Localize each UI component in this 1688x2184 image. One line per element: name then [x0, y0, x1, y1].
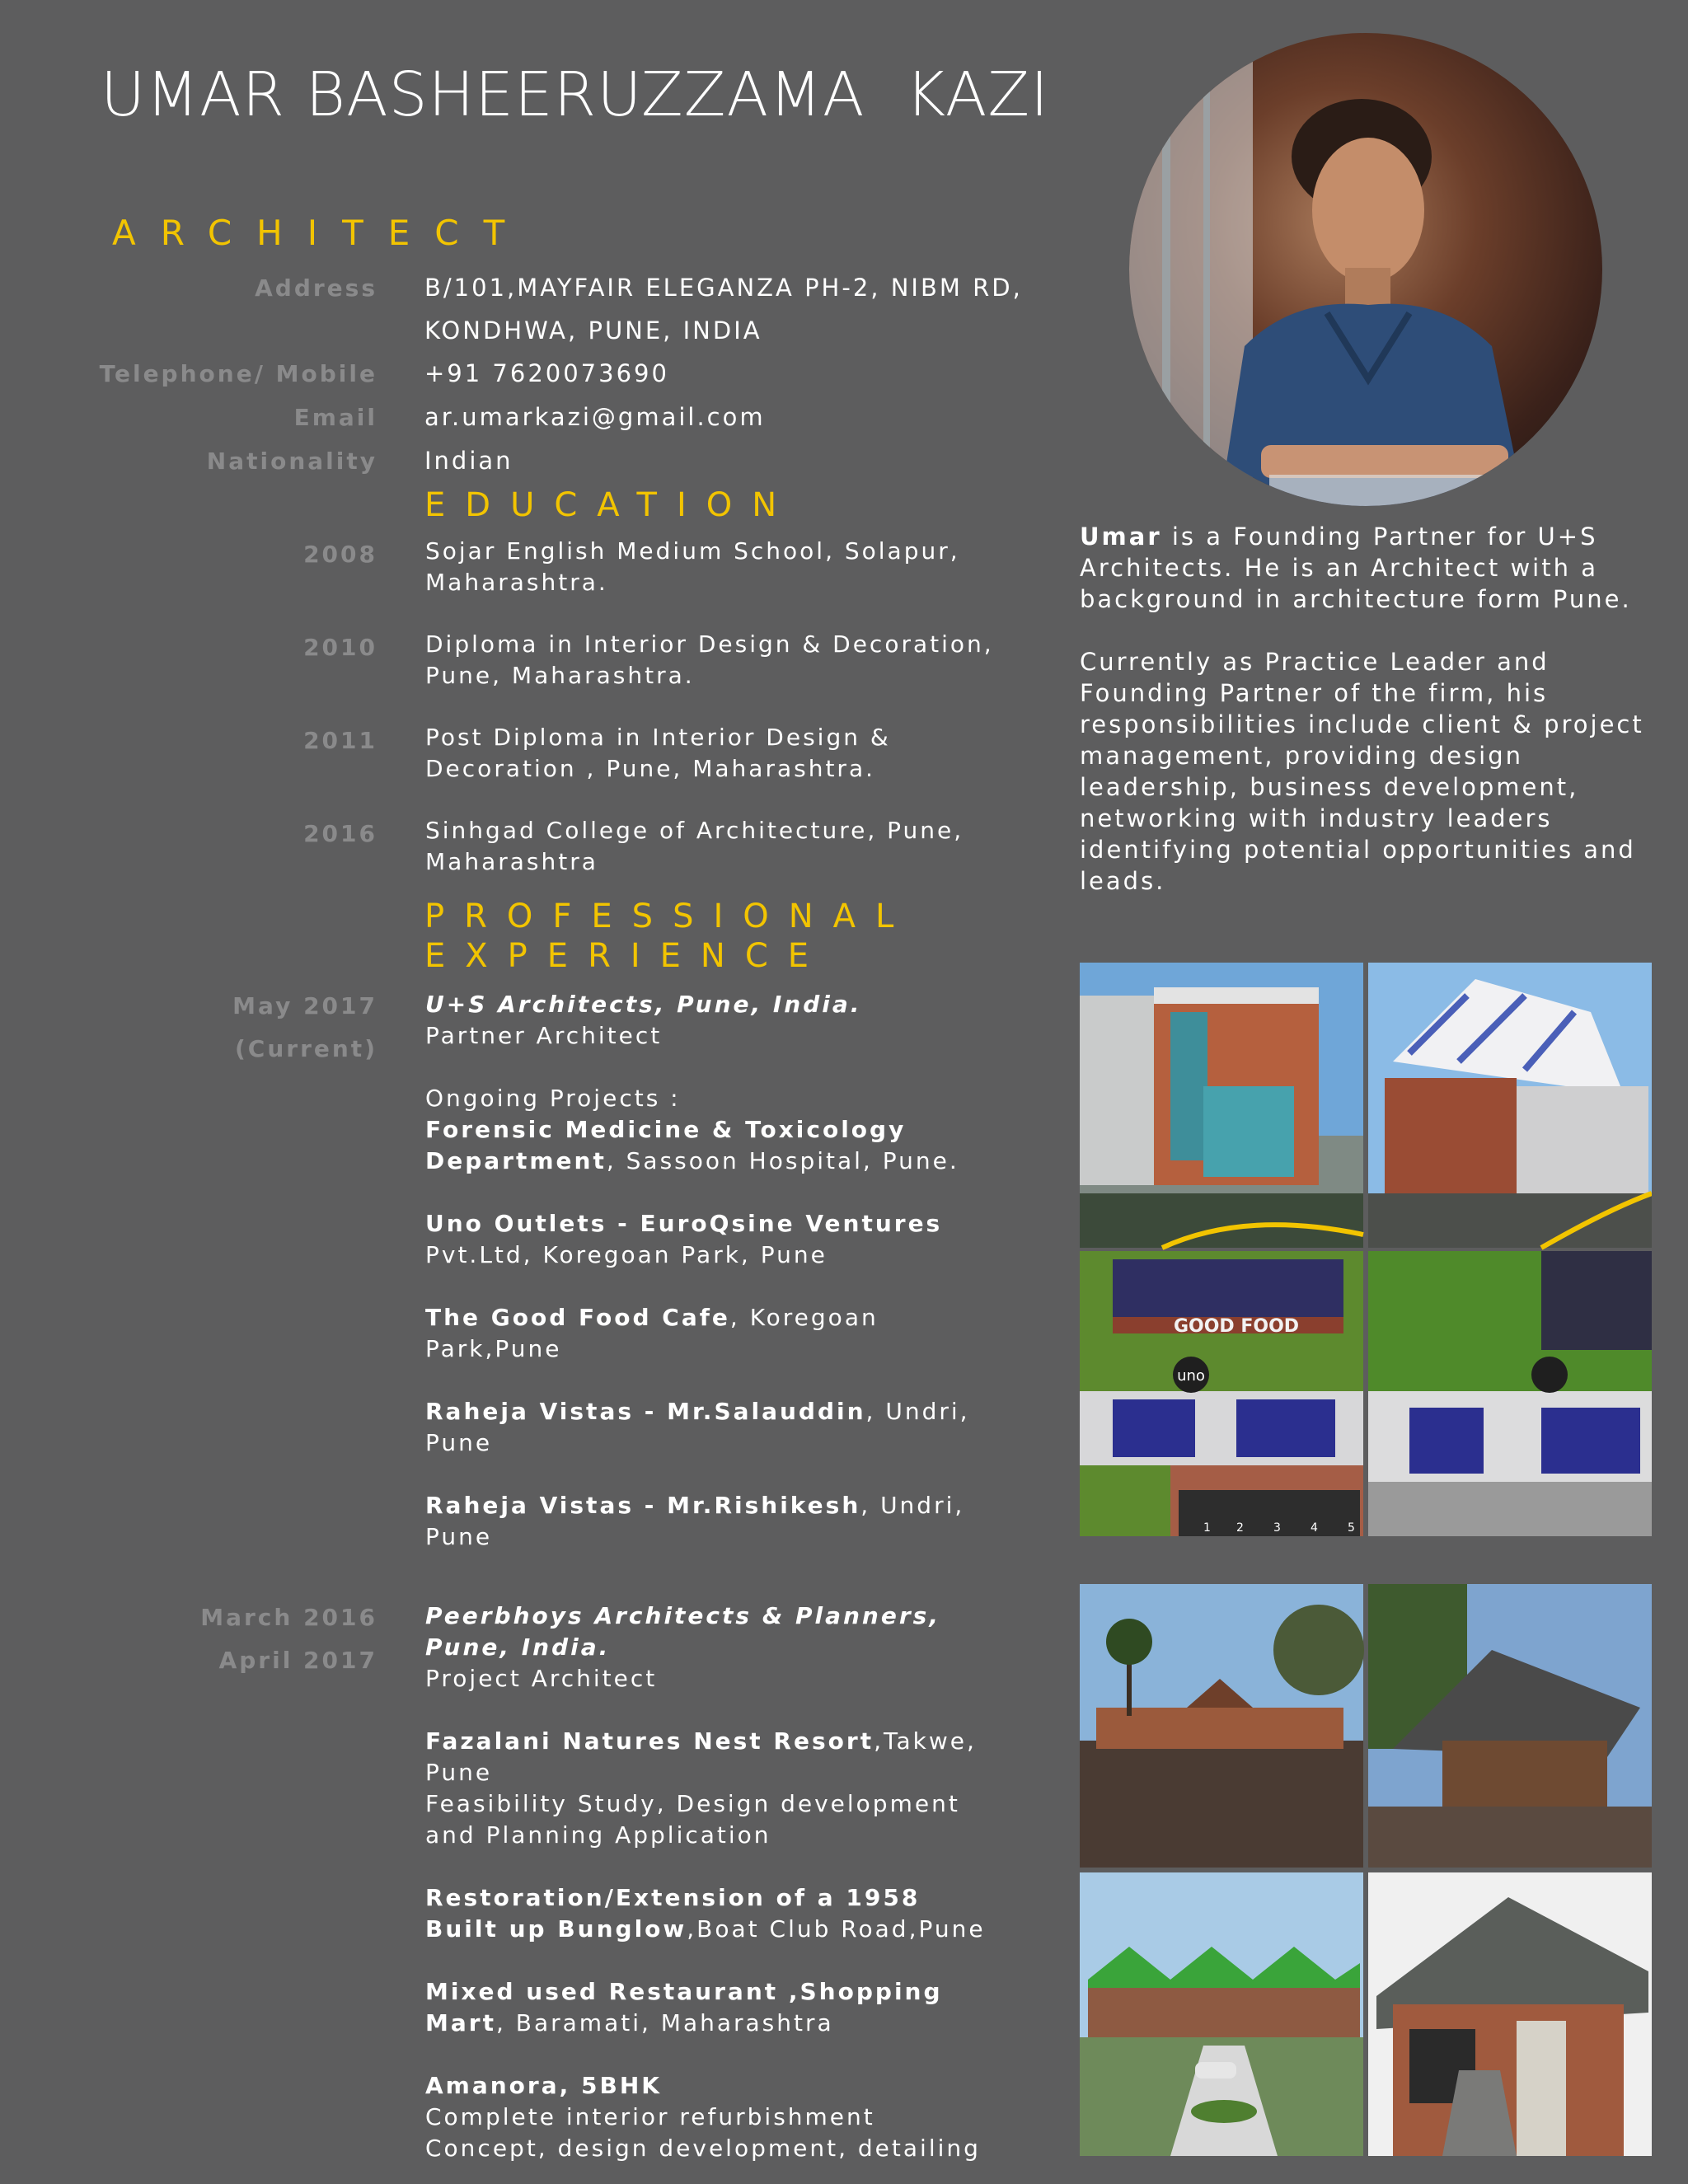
phone-value: +91 7620073690 [424, 359, 669, 387]
bio-name: Umar [1080, 523, 1162, 551]
project-gallery-1 [1080, 963, 1652, 1536]
bio-intro: is a Founding Partner for U+S Architects. He is an Architect with a background in architecture form Pune. [1080, 523, 1632, 613]
education-heading: EDUCATION [424, 486, 797, 524]
job1-end-date: (Current) [234, 1035, 377, 1062]
education-year: 2011 [303, 727, 377, 754]
experience-heading-line1: PROFESSIONAL [424, 898, 914, 935]
project-location: , Koregoan Park,Pune [425, 1304, 879, 1362]
bungalow-restoration-image [1368, 1872, 1652, 2156]
project-name: Restoration/Extension of a 1958 Built up Bunglow [425, 1884, 921, 1943]
parking-number: 3 [1273, 1521, 1281, 1535]
experience-heading-line2: EXPERIENCE [424, 937, 829, 975]
project-name: Mixed used Restaurant ,Shopping Mart [425, 1978, 943, 2036]
forensic-building-image [1080, 963, 1363, 1248]
job2-start-date: March 2016 [200, 1604, 377, 1631]
nationality-label: Nationality [206, 448, 377, 475]
resort-entrance-image [1080, 1584, 1364, 1868]
project-description: Complete interior refurbishment [425, 2103, 875, 2130]
bio-responsibilities: Currently as Practice Leader and Founding Partner of the firm, his responsibilities include client & project management, providing design leadership, business development, networking with industry leaders identifying potential opportunities and leads. [1080, 648, 1644, 895]
job2-details [425, 1601, 1002, 2164]
uno-logo: uno [1177, 1367, 1205, 1385]
uno-outlet-image [1368, 1251, 1652, 1536]
project-location: ,Takwe, Pune [425, 1727, 977, 1786]
address-label: Address [255, 274, 377, 302]
parking-number: 4 [1311, 1521, 1318, 1535]
cafe-sign: GOOD FOOD [1173, 1316, 1300, 1337]
project-name: Forensic Medicine & Toxicology Department [425, 1116, 907, 1174]
experience-heading [424, 897, 913, 976]
education-year: 2010 [303, 634, 377, 661]
project-name: Amanora, 5BHK [425, 2072, 662, 2099]
job1-position: Partner Architect [425, 1022, 663, 1049]
education-year: 2008 [303, 541, 377, 568]
parking-number: 2 [1236, 1521, 1244, 1535]
bio-section [1080, 521, 1648, 928]
address-line-1: B/101,MAYFAIR ELEGANZA PH-2, NIBM RD, [424, 274, 1023, 302]
project-name: Fazalani Natures Nest Resort [425, 1727, 874, 1755]
resort-cottage-image [1368, 1584, 1652, 1868]
education-entry: Sinhgad College of Architecture, Pune, Maharashtra [425, 817, 964, 875]
project-name: Raheja Vistas - Mr.Rishikesh [425, 1492, 861, 1519]
project-location: , Baramati, Maharashtra [495, 2009, 834, 2036]
job1-ongoing-label: Ongoing Projects : [425, 1085, 681, 1112]
job2-company: Peerbhoys Architects & Planners, Pune, India. [425, 1602, 940, 1661]
project-location: , Sassoon Hospital, Pune. [606, 1147, 959, 1174]
project-location: , Undri, Pune [425, 1492, 965, 1550]
nationality-value: Indian [424, 447, 513, 475]
project-description: Concept, design development, detailing [425, 2135, 981, 2162]
portrait-illustration [1129, 33, 1602, 506]
job1-details [425, 989, 1002, 1553]
good-food-cafe-image [1080, 1251, 1363, 1536]
project-name: Uno Outlets - EuroQsine Ventures [425, 1210, 943, 1237]
project-description: Feasibility Study, Design development and Planning Application [425, 1790, 960, 1849]
job-title: ARCHITECT [112, 213, 530, 253]
project-location: Pvt.Ltd, Koregoan Park, Pune [425, 1241, 828, 1268]
project-name: The Good Food Cafe [425, 1304, 730, 1331]
project-gallery-2 [1080, 1584, 1652, 2156]
project-location: ,Boat Club Road,Pune [687, 1915, 986, 1943]
project-name: Raheja Vistas - Mr.Salauddin [425, 1398, 866, 1425]
job1-start-date: May 2017 [232, 992, 377, 1019]
profile-photo [1129, 33, 1602, 506]
job1-company: U+S Architects, Pune, India. [425, 991, 862, 1018]
job2-position: Project Architect [425, 1665, 658, 1692]
candidate-name: UMAR BASHEERUZZAMA KAZI [101, 59, 1049, 130]
education-year: 2016 [303, 820, 377, 847]
phone-label: Telephone/ Mobile [99, 360, 377, 387]
education-entry: Post Diploma in Interior Design & Decoration , Pune, Maharashtra. [425, 724, 891, 782]
address-line-2: KONDHWA, PUNE, INDIA [424, 316, 762, 344]
forensic-building-angle-image [1368, 963, 1652, 1248]
restaurant-mart-image [1080, 1872, 1363, 2156]
parking-number: 5 [1348, 1521, 1355, 1535]
project-location: , Undri, Pune [425, 1398, 970, 1456]
education-entry: Diploma in Interior Design & Decoration, Pune, Maharashtra. [425, 630, 994, 689]
email-value: ar.umarkazi@gmail.com [424, 403, 766, 431]
parking-number: 1 [1203, 1521, 1211, 1535]
job2-end-date: April 2017 [218, 1647, 377, 1674]
email-label: Email [293, 404, 377, 431]
education-entry: Sojar English Medium School, Solapur, Maharashtra. [425, 537, 960, 596]
